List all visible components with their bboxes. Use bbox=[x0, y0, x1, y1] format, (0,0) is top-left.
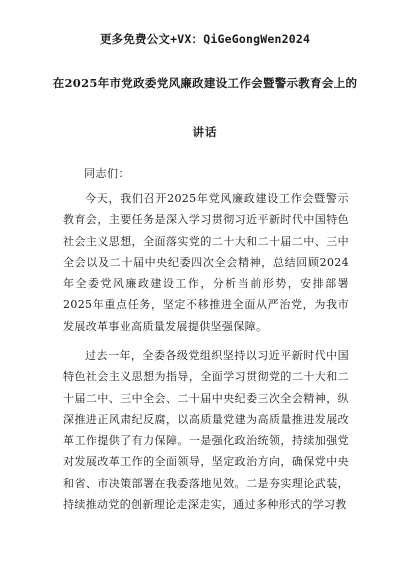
salutation: 同志们： bbox=[84, 167, 130, 180]
document-title-continued: 讲话 bbox=[192, 125, 218, 139]
body-paragraph-2: 过去一年，全委各级党组织坚持以习近平新时代中国特色社会主义思想为指导，全面学习贯彻党的二十大和二十届二中、三中全会、二十届中央纪委三次全会精神，纵深推进正风肃纪反腐，以高质量党建为高质量推进发展改革工作提供了有力保障。一是强化政治统领，持续加强党对发展改革工作的全面领导，坚定政治方向，确保党中央和省、市决策部署在我委落地见效。二是夯实理论武装，持续推动党的创新理论走深走实，通过多种形式的学习教 bbox=[63, 349, 349, 512]
body-paragraph-1: 今天，我们召开2025年党风廉政建设工作会暨警示教育会，主要任务是深入学习贯彻习近平新时代中国特色社会主义思想，全面落实党的二十大和二十届二中、三中全会以及二十届中央纪委四次全会精神，总结回顾2024年全委党风廉政建设工作，分析当前形势，安排部署2025年重点任务，坚定不移推进全面从严治党，为我市发展改革事业高质量发展提供坚强保障。 bbox=[63, 192, 349, 333]
promo-header: 更多免费公文+VX：QiGeGongWen2024 bbox=[99, 32, 311, 46]
document-title: 在2025年市党政委党风廉政建设工作会暨警示教育会上的 bbox=[52, 76, 358, 90]
